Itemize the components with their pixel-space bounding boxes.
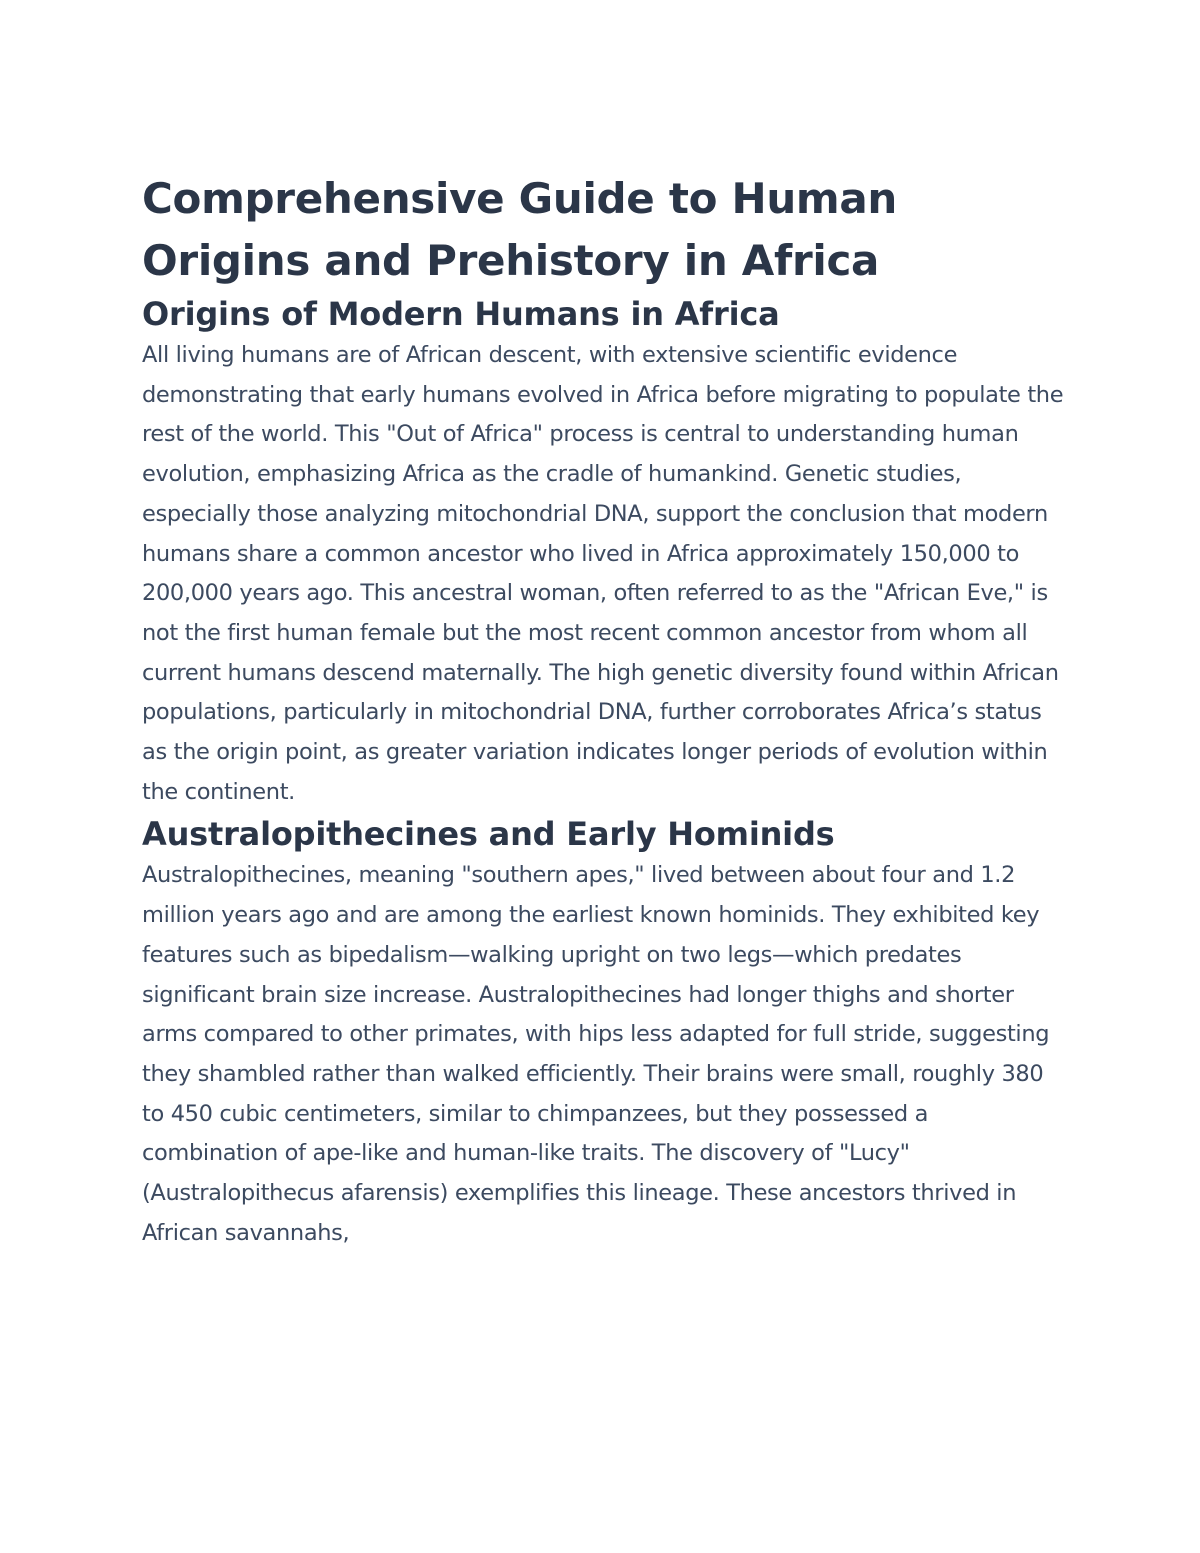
section-heading-origins: Origins of Modern Humans in Africa [142, 295, 780, 333]
document-title: Comprehensive Guide to Human Origins and Prehistory in Africa [142, 174, 898, 285]
section-paragraph-origins: All living humans are of African descent, with extensive scientific evidence demonstrating that early humans evolved in Africa before migrating to populate the rest of the world. This "Out of Africa" process is central to understanding human evolution, emphasizing Africa as the cradle of humankind. Genetic studies, especially those analyzing mitochondrial DNA, support the conclusion that modern humans share a common ancestor who lived in Africa approximately 150,000 to 200,000 years ago. This ancestral woman, often referred to as the "African Eve," is not the first human female but the most recent common ancestor from whom all current humans descend maternally. The high genetic diversity found within African populations, particularly in mitochondrial DNA, further corroborates Africa’s status as the origin point, as greater variation indicates longer periods of evolution within the continent. [142, 342, 1064, 805]
section-paragraph-australopithecines: Australopithecines, meaning "southern apes," lived between about four and 1.2 million years ago and are among the earliest known hominids. They exhibited key features such as bipedalism—walking upright on two legs—which predates significant brain size increase. Australopithecines had longer thighs and shorter arms compared to other primates, with hips less adapted for full stride, suggesting they shambled rather than walked efficiently. Their brains were small, roughly 380 to 450 cubic centimeters, similar to chimpanzees, but they possessed a combination of ape-like and human-like traits. The discovery of "Lucy" (Australopithecus afarensis) exemplifies this lineage. These ancestors thrived in African savannahs, [142, 862, 1050, 1246]
section-heading-australopithecines: Australopithecines and Early Hominids [142, 815, 835, 854]
document-page [142, 168, 1064, 1253]
